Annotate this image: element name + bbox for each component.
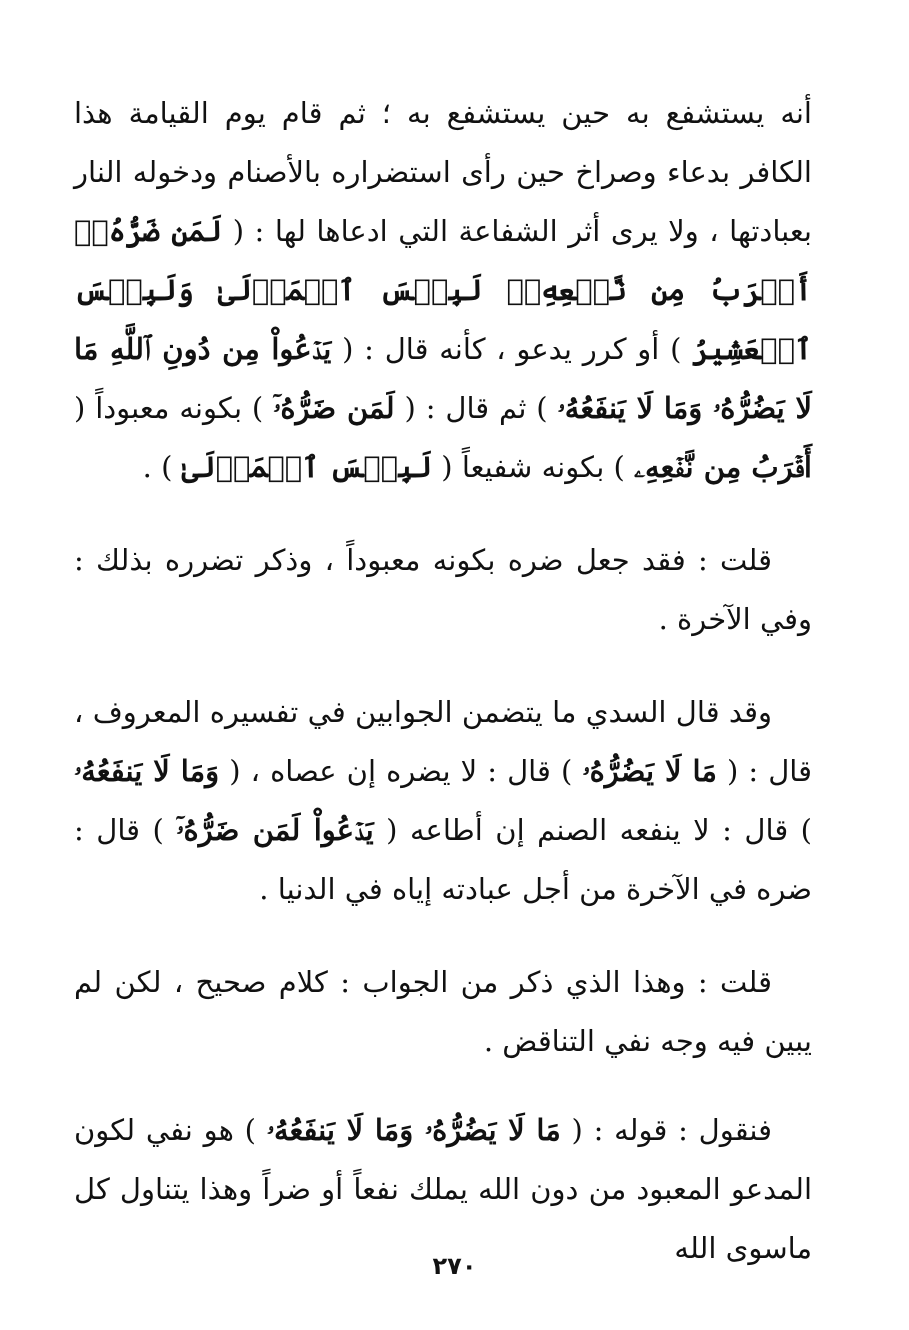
quran-verse: وَمَا لَا يَنفَعُهُۥ	[74, 754, 220, 788]
paragraph-text: قلت : فقد جعل ضره بكونه معبوداً ، وذكر تضرره بذلك : وفي الآخرة .	[74, 543, 812, 636]
paragraph-2	[74, 531, 812, 649]
paragraph-text: ) هو نفي لكون المدعو المعبود من دون الله يملك نفعاً أو ضراً وهذا يتناول كل ماسوى الله	[74, 1113, 812, 1265]
quran-verse: يَدۡعُواْ مِن دُونِ ٱللَّهِ مَا لَا يَضُرُّهُۥ وَمَا لَا يَنفَعُهُۥ	[74, 332, 812, 425]
page-body	[74, 84, 812, 1278]
paragraph-text: قلت : وهذا الذي ذكر من الجواب : كلام صحيح ، لكن لم يبين فيه وجه نفي التناقض .	[74, 965, 812, 1058]
page-number: ٢٧٠	[432, 1252, 477, 1280]
quran-verse: أَقۡرَبُ مِن نَّفۡعِهِۦ	[634, 450, 812, 484]
quran-verse: لَمَن ضَرُّهُۥٓ أَقۡرَبُ مِن نَّفۡعِهِۦۚ لَبِئۡسَ ٱلۡمَوۡلَىٰ وَلَبِئۡسَ ٱلۡعَشِيرُ	[74, 214, 812, 366]
paragraph-text: أنه يستشفع به حين يستشفع به ؛ ثم قام يوم القيامة هذا الكافر بدعاء وصراخ حين رأى استضراره بالأصنام ودخوله النار بعبادتها ، ولا يرى أثر الشفاعة التي ادعاها لها : (	[74, 96, 812, 248]
paragraph-text: ) بكونه معبوداً (	[74, 391, 274, 425]
quran-verse: مَا لَا يَضُرُّهُۥ وَمَا لَا يَنفَعُهُۥ	[266, 1113, 561, 1147]
paragraph-text: ) .	[142, 450, 182, 484]
paragraph-text: وقد قال السدي ما يتضمن الجوابين في تفسيره المعروف ، قال : (	[74, 695, 812, 788]
paragraph-text: ) ثم قال : (	[394, 391, 558, 425]
quran-verse: مَا لَا يَضُرُّهُۥ	[582, 754, 717, 788]
paragraph-text: ) قال : ضره في الآخرة من أجل عبادته إياه في الدنيا .	[74, 813, 812, 906]
paragraph-text: ) قال : لا يضره إن عصاه ، (	[219, 754, 583, 788]
paragraph-text: ) قال : لا ينفعه الصنم إن أطاعه (	[373, 813, 812, 847]
quran-verse: يَدۡعُواْ لَمَن ضَرُّهُۥٓ	[176, 813, 374, 847]
quran-verse: لَبِئۡسَ ٱلۡمَوۡلَىٰ	[181, 450, 433, 484]
paragraph-text: ) بكونه شفيعاً (	[432, 450, 635, 484]
quran-verse: لَمَن ضَرُّهُۥٓ	[273, 391, 395, 425]
paragraph-4	[74, 953, 812, 1071]
paragraph-3	[74, 683, 812, 919]
paragraph-text: فنقول : قوله : (	[560, 1113, 773, 1147]
paragraph-text: ) أو كرر يدعو ، كأنه قال : (	[331, 332, 693, 366]
paragraph-1	[74, 84, 812, 497]
